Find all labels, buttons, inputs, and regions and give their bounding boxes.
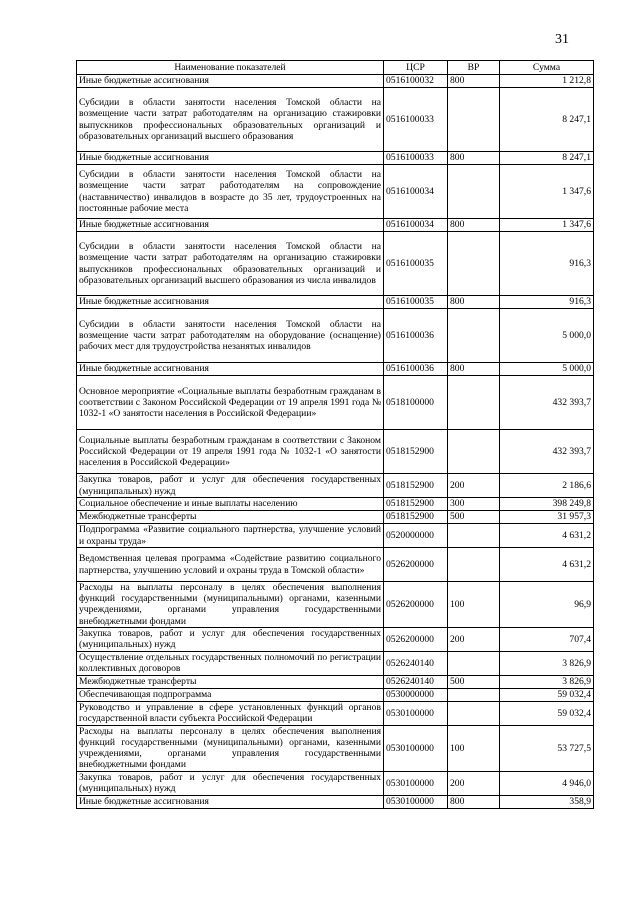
row-name-cell: Ведомственная целевая программа «Содействие развитию социального партнерства, улучшению условий и охраны труда в Томской области» [77, 548, 384, 582]
row-vr-cell: 500 [448, 511, 500, 524]
row-csr-cell: 0526240140 [384, 675, 448, 688]
table-row [77, 75, 594, 88]
row-name-cell: Иные бюджетные ассигнования [77, 296, 384, 309]
row-name-cell: Иные бюджетные ассигнования [77, 152, 384, 165]
row-vr-cell [448, 88, 500, 152]
table-row [77, 474, 594, 498]
row-name-cell: Социальное обеспечение и иные выплаты населению [77, 498, 384, 511]
row-name-cell: Закупка товаров, работ и услуг для обеспечения государственных (муниципальных) нужд [77, 627, 384, 651]
table-row [77, 511, 594, 524]
row-csr-cell: 0516100034 [384, 165, 448, 219]
row-csr-cell: 0516100035 [384, 296, 448, 309]
row-vr-cell [448, 524, 500, 548]
table-row [77, 627, 594, 651]
row-vr-cell [448, 548, 500, 582]
row-vr-cell: 800 [448, 152, 500, 165]
row-csr-cell: 0526200000 [384, 582, 448, 628]
row-name-cell: Иные бюджетные ассигнования [77, 795, 384, 808]
table-row [77, 430, 594, 474]
row-name-cell: Основное мероприятие «Социальные выплаты безработным гражданам в соответствии с Законом Российской Федерации от 19 апреля 1991 года № 1032-1 «О занятости населения в Российской Федерации» [77, 376, 384, 430]
row-vr-cell [448, 232, 500, 296]
table-row [77, 725, 594, 771]
row-vr-cell: 800 [448, 75, 500, 88]
table-row [77, 165, 594, 219]
row-sum-cell: 358,9 [500, 795, 594, 808]
row-vr-cell: 800 [448, 296, 500, 309]
row-csr-cell: 0530100000 [384, 701, 448, 725]
row-csr-cell: 0516100036 [384, 363, 448, 376]
page-number: 31 [555, 32, 569, 47]
row-name-cell: Субсидии в области занятости населения Томской области на возмещение части затрат работодателям на оборудование (оснащение) рабочих мест для трудоустройства незанятых инвалидов [77, 309, 384, 363]
row-csr-cell: 0518152900 [384, 511, 448, 524]
row-csr-cell: 0516100033 [384, 88, 448, 152]
row-sum-cell: 432 393,7 [500, 376, 594, 430]
row-sum-cell: 1 347,6 [500, 165, 594, 219]
row-sum-cell: 31 957,3 [500, 511, 594, 524]
row-sum-cell: 2 186,6 [500, 474, 594, 498]
row-csr-cell: 0530100000 [384, 725, 448, 771]
row-vr-cell: 800 [448, 363, 500, 376]
row-csr-cell: 0520000000 [384, 524, 448, 548]
table-row [77, 232, 594, 296]
row-csr-cell: 0518152900 [384, 474, 448, 498]
table-row [77, 675, 594, 688]
budget-table [76, 60, 594, 809]
row-name-cell: Осуществление отдельных государственных полномочий по регистрации коллективных договоров [77, 651, 384, 675]
table-row [77, 524, 594, 548]
row-csr-cell: 0516100033 [384, 152, 448, 165]
row-vr-cell: 100 [448, 725, 500, 771]
row-sum-cell: 53 727,5 [500, 725, 594, 771]
row-vr-cell [448, 376, 500, 430]
table-row [77, 363, 594, 376]
table-row [77, 296, 594, 309]
row-csr-cell: 0518152900 [384, 430, 448, 474]
row-name-cell: Межбюджетные трансферты [77, 511, 384, 524]
row-sum-cell: 3 826,9 [500, 675, 594, 688]
table-row [77, 582, 594, 628]
row-vr-cell [448, 701, 500, 725]
row-name-cell: Руководство и управление в сфере установленных функций органов государственной власти субъекта Российской Федерации [77, 701, 384, 725]
row-sum-cell: 4 631,2 [500, 524, 594, 548]
table-row [77, 795, 594, 808]
table-row [77, 548, 594, 582]
row-sum-cell: 1 347,6 [500, 219, 594, 232]
table-row [77, 152, 594, 165]
row-name-cell: Иные бюджетные ассигнования [77, 75, 384, 88]
table-row [77, 701, 594, 725]
row-sum-cell: 59 032,4 [500, 688, 594, 701]
row-vr-cell: 300 [448, 498, 500, 511]
table-row [77, 498, 594, 511]
row-name-cell: Социальные выплаты безработным гражданам в соответствии с Законом Российской Федерации от 19 апреля 1991 года № 1032-1 «О занятости населения в Российской Федерации» [77, 430, 384, 474]
row-name-cell: Иные бюджетные ассигнования [77, 219, 384, 232]
row-vr-cell: 800 [448, 219, 500, 232]
table-row [77, 88, 594, 152]
row-sum-cell: 4 631,2 [500, 548, 594, 582]
row-vr-cell [448, 688, 500, 701]
row-vr-cell: 200 [448, 474, 500, 498]
row-sum-cell: 96,9 [500, 582, 594, 628]
row-name-cell: Межбюджетные трансферты [77, 675, 384, 688]
row-sum-cell: 59 032,4 [500, 701, 594, 725]
row-csr-cell: 0518100000 [384, 376, 448, 430]
row-sum-cell: 5 000,0 [500, 363, 594, 376]
header-name: Наименование показателей [77, 61, 384, 75]
row-csr-cell: 0516100035 [384, 232, 448, 296]
header-vr: ВР [448, 61, 500, 75]
row-vr-cell [448, 309, 500, 363]
row-sum-cell: 5 000,0 [500, 309, 594, 363]
header-csr: ЦСР [384, 61, 448, 75]
row-vr-cell: 500 [448, 675, 500, 688]
table-row [77, 309, 594, 363]
table-header-row [77, 61, 594, 75]
row-vr-cell [448, 165, 500, 219]
row-sum-cell: 3 826,9 [500, 651, 594, 675]
row-csr-cell: 0516100036 [384, 309, 448, 363]
row-csr-cell: 0516100032 [384, 75, 448, 88]
row-csr-cell: 0518152900 [384, 498, 448, 511]
row-name-cell: Расходы на выплаты персоналу в целях обеспечения выполнения функций государственными (муниципальными) органами, казенными учреждениями, органами управления государственными внебюджетными фондами [77, 582, 384, 628]
table-row [77, 376, 594, 430]
row-csr-cell: 0526200000 [384, 627, 448, 651]
row-name-cell: Закупка товаров, работ и услуг для обеспечения государственных (муниципальных) нужд [77, 771, 384, 795]
row-vr-cell: 800 [448, 795, 500, 808]
row-sum-cell: 398 249,8 [500, 498, 594, 511]
row-sum-cell: 707,4 [500, 627, 594, 651]
row-csr-cell: 0530100000 [384, 771, 448, 795]
row-sum-cell: 916,3 [500, 232, 594, 296]
row-csr-cell: 0530100000 [384, 795, 448, 808]
row-name-cell: Подпрограмма «Развитие социального партнерства, улучшение условий и охраны труда» [77, 524, 384, 548]
row-name-cell: Обеспечивающая подпрограмма [77, 688, 384, 701]
row-name-cell: Расходы на выплаты персоналу в целях обеспечения выполнения функций государственными (муниципальными) органами, казенными учреждениями, органами управления государственными внебюджетными фондами [77, 725, 384, 771]
row-sum-cell: 4 946,0 [500, 771, 594, 795]
row-vr-cell [448, 651, 500, 675]
row-csr-cell: 0526240140 [384, 651, 448, 675]
row-name-cell: Субсидии в области занятости населения Томской области на возмещение части затрат работодателям на организацию стажировки выпускников профессиональных образовательных организаций и образовательных организаций высшего образования из числа инвалидов [77, 232, 384, 296]
table-row [77, 771, 594, 795]
row-sum-cell: 8 247,1 [500, 152, 594, 165]
table-row [77, 651, 594, 675]
row-vr-cell: 100 [448, 582, 500, 628]
row-vr-cell [448, 430, 500, 474]
row-sum-cell: 432 393,7 [500, 430, 594, 474]
row-name-cell: Субсидии в области занятости населения Томской области на возмещение части затрат работодателям на организацию стажировки выпускников профессиональных образовательных организаций и образовательных организаций высшего образования [77, 88, 384, 152]
header-sum: Сумма [500, 61, 594, 75]
row-sum-cell: 8 247,1 [500, 88, 594, 152]
row-sum-cell: 916,3 [500, 296, 594, 309]
table-row [77, 219, 594, 232]
table-row [77, 688, 594, 701]
row-csr-cell: 0530000000 [384, 688, 448, 701]
row-csr-cell: 0526200000 [384, 548, 448, 582]
row-name-cell: Закупка товаров, работ и услуг для обеспечения государственных (муниципальных) нужд [77, 474, 384, 498]
row-vr-cell: 200 [448, 771, 500, 795]
row-name-cell: Субсидии в области занятости населения Томской области на возмещение части затрат работодателям на сопровождение (наставничество) инвалидов в возрасте до 35 лет, трудоустроенных на постоянные рабочие места [77, 165, 384, 219]
row-csr-cell: 0516100034 [384, 219, 448, 232]
row-sum-cell: 1 212,8 [500, 75, 594, 88]
row-name-cell: Иные бюджетные ассигнования [77, 363, 384, 376]
row-vr-cell: 200 [448, 627, 500, 651]
